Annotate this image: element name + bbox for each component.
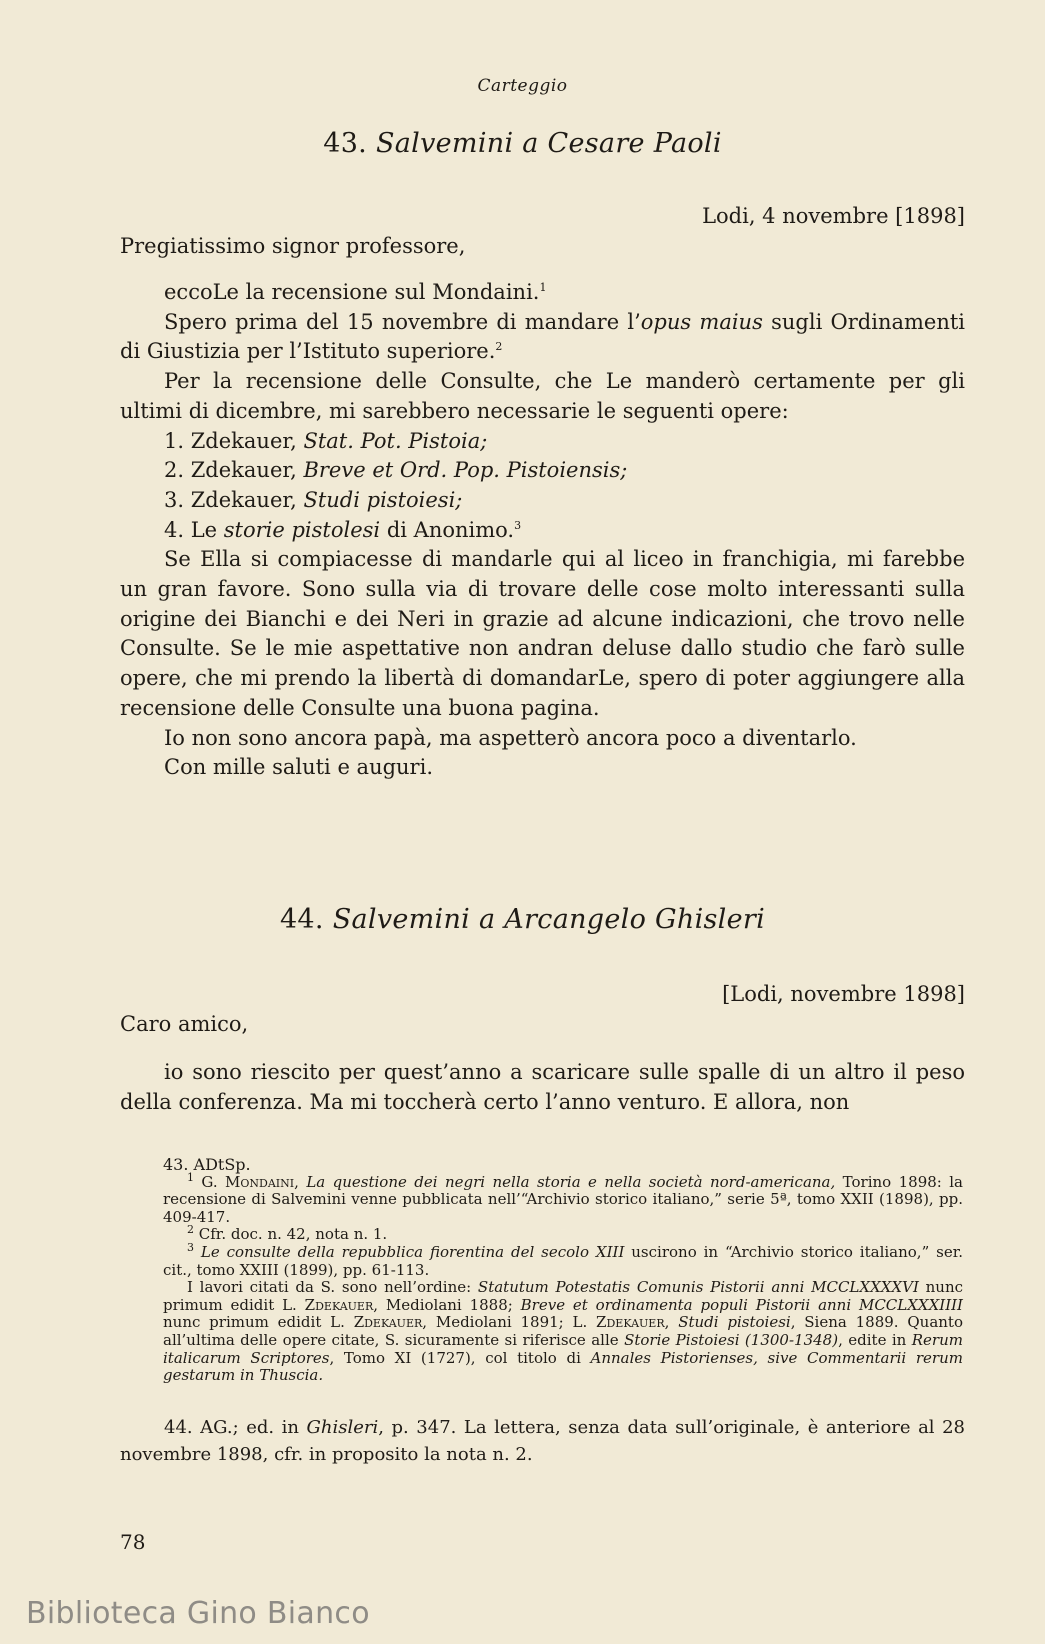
note-title: Annales Pistorienses, sive Commentarii rerum gestarum in Thuscia. (163, 1348, 963, 1385)
footnote-ref: 3 (514, 518, 522, 532)
note-title: Statutum Potestatis Comunis Pistorii anni MCCLXXXXVI (477, 1278, 919, 1297)
list-item (120, 427, 965, 457)
paragraph (120, 724, 965, 754)
footnote-ref: 2 (495, 340, 503, 354)
letter-44-title (0, 904, 1045, 935)
paragraph-text: eccoLe la recensione sul Mondaini. (164, 280, 540, 304)
notes-43 (163, 1156, 963, 1385)
running-head: Carteggio (477, 76, 568, 96)
paragraph-text: Se Ella si compiacesse di mandarle qui al liceo in franchigia, mi farebbe un gran favore. Sono sulla via di trovare delle cose molto interessanti sulla origine dei Bianchi e dei Neri in grazie ad alcune indicazioni, che trovo nelle Consulte. Se le mie aspettative non andran deluse dallo studio che farò sulle opere, che mi prendo la libertà di domandarLe, spero di poter aggiungere alla recensione delle Consulte una buona pagina. (120, 547, 965, 720)
letter-43-salutation: Pregiatissimo signor professore, (120, 234, 466, 258)
library-watermark: Biblioteca Gino Bianco (26, 1596, 370, 1631)
note-author: Zdekauer (596, 1313, 665, 1332)
paragraph (120, 545, 965, 723)
footnote-2 (163, 1223, 963, 1244)
note-text: , (664, 1313, 679, 1332)
paragraph (120, 308, 965, 367)
letter-43-title (0, 128, 1045, 159)
list-text: 3. Zdekauer, (164, 487, 304, 512)
list-item (120, 456, 965, 486)
list-italic: Breve et Ord. Pop. Pistoiensis; (303, 458, 628, 483)
letter-43-body (120, 278, 965, 783)
list-italic: storie pistolesi (223, 517, 381, 542)
letter-44-salutation: Caro amico, (120, 1012, 249, 1036)
note-text: , p. 347. La lettera, senza data sull’originale, è anteriore al 28 novembre 1898, cfr. in proposito la nota n. 2. (120, 1417, 965, 1465)
paragraph-text: sugli Ordinamenti di Giustizia per l’Istituto superiore. (120, 309, 966, 364)
footnote-number: 1 (187, 1170, 194, 1184)
letter-44-number: 44. (279, 904, 324, 935)
letter-43-place-date: Lodi, 4 novembre [1898] (702, 204, 965, 228)
note-text: , Mediolani 1891; L. (422, 1313, 597, 1332)
list-text: 2. Zdekauer, (164, 458, 304, 483)
list-italic: Stat. Pot. Pistoia; (303, 428, 488, 453)
paragraph (120, 367, 965, 426)
paragraph-text: Spero prima del 15 novembre di mandare l’ (164, 309, 641, 334)
letter-43-number: 43. (323, 128, 368, 159)
letter-43-heading: Salvemini a Cesare Paoli (375, 128, 722, 159)
note-text: Torino 1898: la recensione di Salvemini venne pubblicata nell’“Archivio storico italiano,” serie 5ª, tomo XXII (1898), pp. 409-417. (163, 1172, 963, 1226)
note-title: La questione dei negri nella storia e nella società nord-americana, (306, 1172, 836, 1191)
note-title: Breve et ordinamenta populi Pistorii anni MCCLXXXIIII (520, 1295, 963, 1314)
paragraph-text: io sono riescito per quest’anno a scaricare sulle spalle di un altro il peso della conferenza. Ma mi toccherà certo l’anno venturo. E allora, non (120, 1060, 965, 1114)
list-item (120, 516, 965, 546)
note-title: Le consulte della repubblica fiorentina del secolo XIII (200, 1242, 625, 1261)
note-author: Zdekauer (353, 1313, 423, 1332)
note-44 (120, 1414, 965, 1468)
note-text: I lavori citati da S. sono nell’ordine: (187, 1278, 478, 1297)
italic-text: opus maius (640, 309, 763, 334)
note-text: uscirono in “Archivio storico italiano,” ser. cit., tomo XXIII (1899), pp. 61-113. (163, 1242, 964, 1279)
note-text: , Siena 1889. Quanto all’ultima delle opere citate, S. sicuramente si riferisce alle (163, 1313, 963, 1349)
note-title: Ghisleri (306, 1417, 379, 1438)
note-text: Cfr. doc. n. 42, nota n. 1. (198, 1225, 388, 1244)
footnote-number: 3 (187, 1240, 194, 1254)
note-title: Storie Pistoiesi (1300-1348) (624, 1330, 839, 1349)
list-text: 1. Zdekauer, (164, 428, 304, 453)
page-number: 78 (120, 1530, 146, 1554)
letter-44-heading: Salvemini a Arcangelo Ghisleri (332, 904, 766, 935)
letter-44-body (120, 1058, 965, 1117)
footnote-3 (163, 1240, 964, 1279)
note-text: 44. AG.; ed. in (164, 1417, 307, 1438)
footnote-ref: 1 (539, 281, 547, 294)
paragraph (120, 753, 965, 783)
note-author: G. Mondaini, (201, 1172, 299, 1191)
list-italic: Studi pistoiesi; (303, 487, 463, 512)
note-text: , edite in (838, 1330, 912, 1349)
list-text: 4. Le (164, 517, 224, 542)
paragraph (120, 278, 965, 308)
note-title: Rerum italicarum Scriptores (163, 1330, 963, 1367)
footnote-1 (163, 1170, 963, 1227)
note-title: Studi pistoiesi (678, 1313, 791, 1332)
note-text: nunc primum edidit L. (163, 1313, 354, 1332)
paragraph-text: Io non sono ancora papà, ma aspetterò ancora poco a diventarlo. (164, 725, 857, 750)
footnote-3-continued (163, 1279, 963, 1385)
list-item (120, 486, 965, 516)
letter-44-place-date: [Lodi, novembre 1898] (722, 982, 965, 1006)
note-text: , Mediolani 1888; (373, 1295, 521, 1314)
list-text: di Anonimo. (380, 517, 515, 542)
notes-44 (120, 1414, 965, 1468)
note-text: nunc primum edidit L. (163, 1278, 964, 1314)
paragraph-text: Per la recensione delle Consulte, che Le manderò certamente per gli ultimi di dicembre, mi sarebbero necessarie le seguenti opere: (120, 369, 965, 423)
note-text: , Tomo XI (1727), col titolo di (329, 1348, 591, 1367)
paragraph (120, 1058, 965, 1117)
footnote-number: 2 (187, 1223, 194, 1237)
note-source: 43. ADtSp. (163, 1155, 251, 1174)
paragraph-text: Con mille saluti e auguri. (164, 755, 433, 780)
note-author: Zdekauer (304, 1295, 374, 1314)
